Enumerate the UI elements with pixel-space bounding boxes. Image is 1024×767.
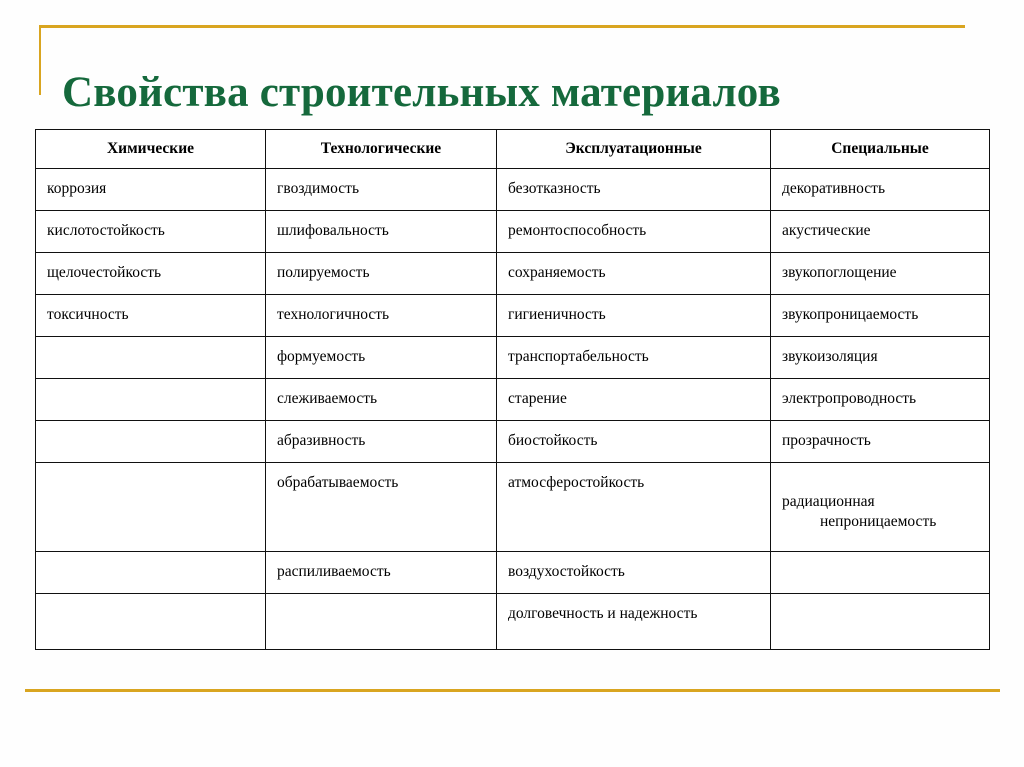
cell-chemical (36, 337, 266, 379)
table-row (36, 463, 990, 552)
title-top-rule (39, 25, 965, 28)
column-header-technological: Технологические (266, 130, 497, 169)
column-header-chemical: Химические (36, 130, 266, 169)
cell-text: прозрачность (782, 432, 871, 449)
cell-text (36, 337, 265, 347)
table-row (36, 337, 990, 379)
cell-operational (497, 463, 771, 552)
cell-text: старение (508, 390, 567, 407)
cell-technological (266, 253, 497, 295)
cell-text: ремонтоспособность (508, 222, 647, 239)
cell-chemical (36, 253, 266, 295)
cell-text: распиливаемость (277, 562, 391, 580)
column-header-special: Специальные (771, 130, 990, 169)
cell-technological (266, 463, 497, 552)
cell-text-line2: непроницаемость (820, 512, 937, 530)
cell-chemical (36, 463, 266, 552)
table-row (36, 421, 990, 463)
cell-technological (266, 169, 497, 211)
cell-special (771, 211, 990, 253)
cell-text-multiline (771, 463, 989, 551)
cell-special (771, 551, 990, 593)
cell-text (771, 594, 989, 604)
cell-operational (497, 253, 771, 295)
cell-operational (497, 421, 771, 463)
cell-special (771, 593, 990, 649)
footer-rule (25, 689, 1000, 692)
cell-text (266, 594, 496, 604)
cell-operational (497, 337, 771, 379)
cell-chemical (36, 379, 266, 421)
cell-text: звукопоглощение (782, 264, 897, 281)
cell-text: технологичность (277, 306, 390, 323)
cell-operational (497, 551, 771, 593)
table-row (36, 253, 990, 295)
cell-text: акустические (782, 222, 871, 239)
cell-text: обрабатываемость (277, 474, 399, 491)
cell-text: сохраняемость (508, 264, 606, 281)
cell-special (771, 169, 990, 211)
cell-technological (266, 593, 497, 649)
cell-text: электропроводность (782, 390, 917, 407)
cell-technological (266, 295, 497, 337)
cell-technological (266, 379, 497, 421)
table-row (36, 551, 990, 593)
cell-text: гвоздимость (277, 180, 360, 197)
cell-operational (497, 379, 771, 421)
table-row (36, 295, 990, 337)
cell-text: долговечность и надежность (508, 604, 698, 622)
cell-text: формуемость (277, 348, 366, 365)
table-row (36, 211, 990, 253)
cell-text: гигиеничность (508, 306, 606, 323)
cell-operational (497, 211, 771, 253)
cell-special (771, 337, 990, 379)
cell-technological (266, 211, 497, 253)
cell-text: воздухостойкость (508, 562, 625, 580)
column-header-operational: Эксплуатационные (497, 130, 771, 169)
table-header-row (36, 130, 990, 169)
cell-text: коррозия (47, 180, 107, 197)
cell-text: абразивность (277, 432, 366, 449)
cell-text: декоративность (782, 180, 886, 197)
cell-operational (497, 295, 771, 337)
cell-text-line1: радиационная (782, 493, 875, 511)
cell-text (36, 594, 265, 604)
cell-text (771, 552, 989, 562)
cell-special (771, 295, 990, 337)
cell-text: атмосферостойкость (508, 474, 645, 491)
cell-chemical (36, 295, 266, 337)
cell-text: звукопроницаемость (782, 306, 919, 323)
title-left-accent-rule (39, 25, 41, 95)
cell-chemical (36, 211, 266, 253)
cell-text (36, 463, 265, 473)
cell-operational (497, 169, 771, 211)
cell-chemical (36, 551, 266, 593)
cell-text: звукоизоляция (782, 348, 878, 365)
cell-text: полируемость (277, 264, 370, 281)
cell-text: биостойкость (508, 432, 598, 449)
cell-text: слеживаемость (277, 390, 378, 407)
cell-text: шлифовальность (277, 222, 389, 239)
cell-text: токсичность (47, 306, 129, 323)
cell-operational (497, 593, 771, 649)
cell-special (771, 253, 990, 295)
cell-special (771, 421, 990, 463)
cell-technological (266, 421, 497, 463)
table-row (36, 593, 990, 649)
material-properties-table (35, 129, 990, 650)
cell-chemical (36, 169, 266, 211)
cell-text: кислотостойкость (47, 222, 165, 239)
cell-text: безотказность (508, 180, 601, 197)
table-row (36, 169, 990, 211)
cell-text: транспортабельность (508, 348, 649, 365)
cell-technological (266, 337, 497, 379)
table-row (36, 379, 990, 421)
cell-text: щелочестойкость (47, 264, 162, 281)
cell-text (36, 421, 265, 431)
cell-special (771, 463, 990, 552)
cell-text (36, 552, 265, 562)
cell-chemical (36, 593, 266, 649)
cell-technological (266, 551, 497, 593)
cell-text (36, 379, 265, 389)
cell-special (771, 379, 990, 421)
cell-chemical (36, 421, 266, 463)
page-title: Свойства строительных материалов (62, 68, 781, 116)
